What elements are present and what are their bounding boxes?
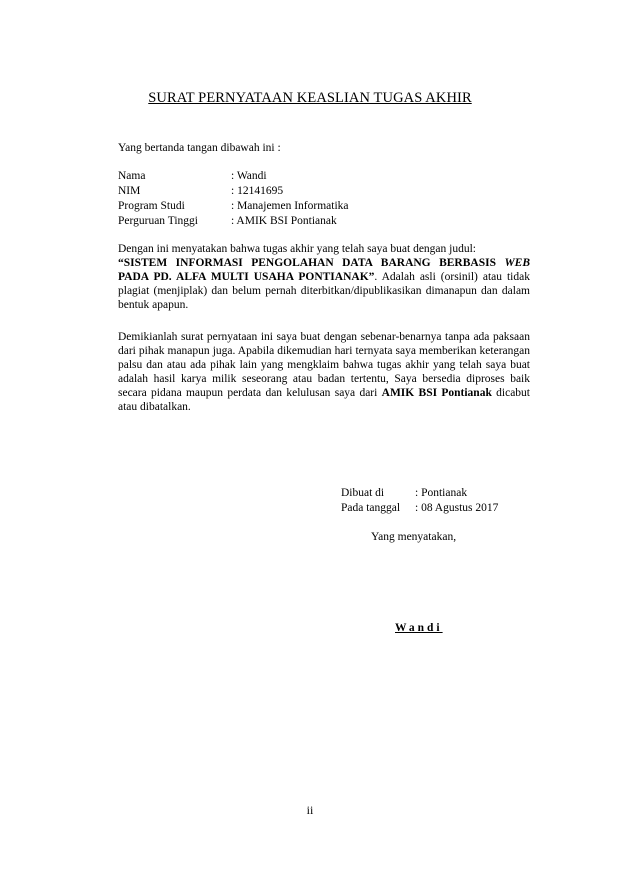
identity-label: Perguruan Tinggi xyxy=(118,215,198,227)
identity-row-program xyxy=(118,199,349,213)
declaration-tail: dicabut atau dibatalkan. xyxy=(118,387,530,413)
page-number: ii xyxy=(306,803,314,817)
thesis-web: WEB xyxy=(504,257,531,269)
declaration-text: Demikianlah surat pernyataan ini saya buat dengan sebenar-benarnya tanpa ada paksaan dari pihak manapun juga. Apabila dikemudian hari ternyata saya memberikan keterangan palsu dan atau ada pihak lain yang mengklaim bahwa tugas akhir yang telah saya buat adalah hasil karya milik seseorang atau badan tertentu, Saya bersedia diproses baik secara pidana maupun perdata dan kelulusan saya dari xyxy=(118,331,530,399)
signature-place-row xyxy=(341,486,467,500)
identity-row-institution xyxy=(118,214,337,228)
identity-value: : AMIK BSI Pontianak xyxy=(231,215,337,227)
identity-value: : Wandi xyxy=(231,170,267,182)
signature-date-row xyxy=(341,501,498,515)
statement-lead: Dengan ini menyatakan bahwa tugas akhir yang telah saya buat dengan judul: xyxy=(118,243,476,255)
identity-row-nim xyxy=(118,184,283,198)
identity-value: : 12141695 xyxy=(231,185,284,197)
place-value: : Pontianak xyxy=(415,487,468,499)
signer-name: Wandi xyxy=(395,622,443,634)
statement-rest: . Adalah asli (orsinil) atau tidak plagiat (menjiplak) dan belum pernah diterbitkan/dipublikasikan dimanapun dan dalam bentuk apapun. xyxy=(118,271,530,311)
statement-paragraph xyxy=(118,242,530,312)
intro-text: Yang bertanda tangan dibawah ini : xyxy=(118,142,281,154)
identity-label: NIM xyxy=(118,185,141,197)
identity-row-name xyxy=(118,169,267,183)
thesis-title: “SISTEM INFORMASI PENGOLAHAN DATA BARANG BERBASIS WEB PADA PD. ALFA MULTI USAHA PONTIANAK” xyxy=(118,257,531,283)
identity-label: Nama xyxy=(118,170,146,182)
declaration-paragraph xyxy=(118,330,530,414)
identity-value: : Manajemen Informatika xyxy=(231,200,349,212)
date-label: Pada tanggal xyxy=(341,502,401,514)
place-label: Dibuat di xyxy=(341,487,385,499)
document-title: SURAT PERNYATAAN KEASLIAN TUGAS AKHIR xyxy=(148,90,472,106)
identity-label: Program Studi xyxy=(118,200,185,212)
date-value: : 08 Agustus 2017 xyxy=(415,502,499,514)
closing-text: Yang menyatakan, xyxy=(371,531,457,543)
institution-name: AMIK BSI Pontianak xyxy=(381,387,492,399)
